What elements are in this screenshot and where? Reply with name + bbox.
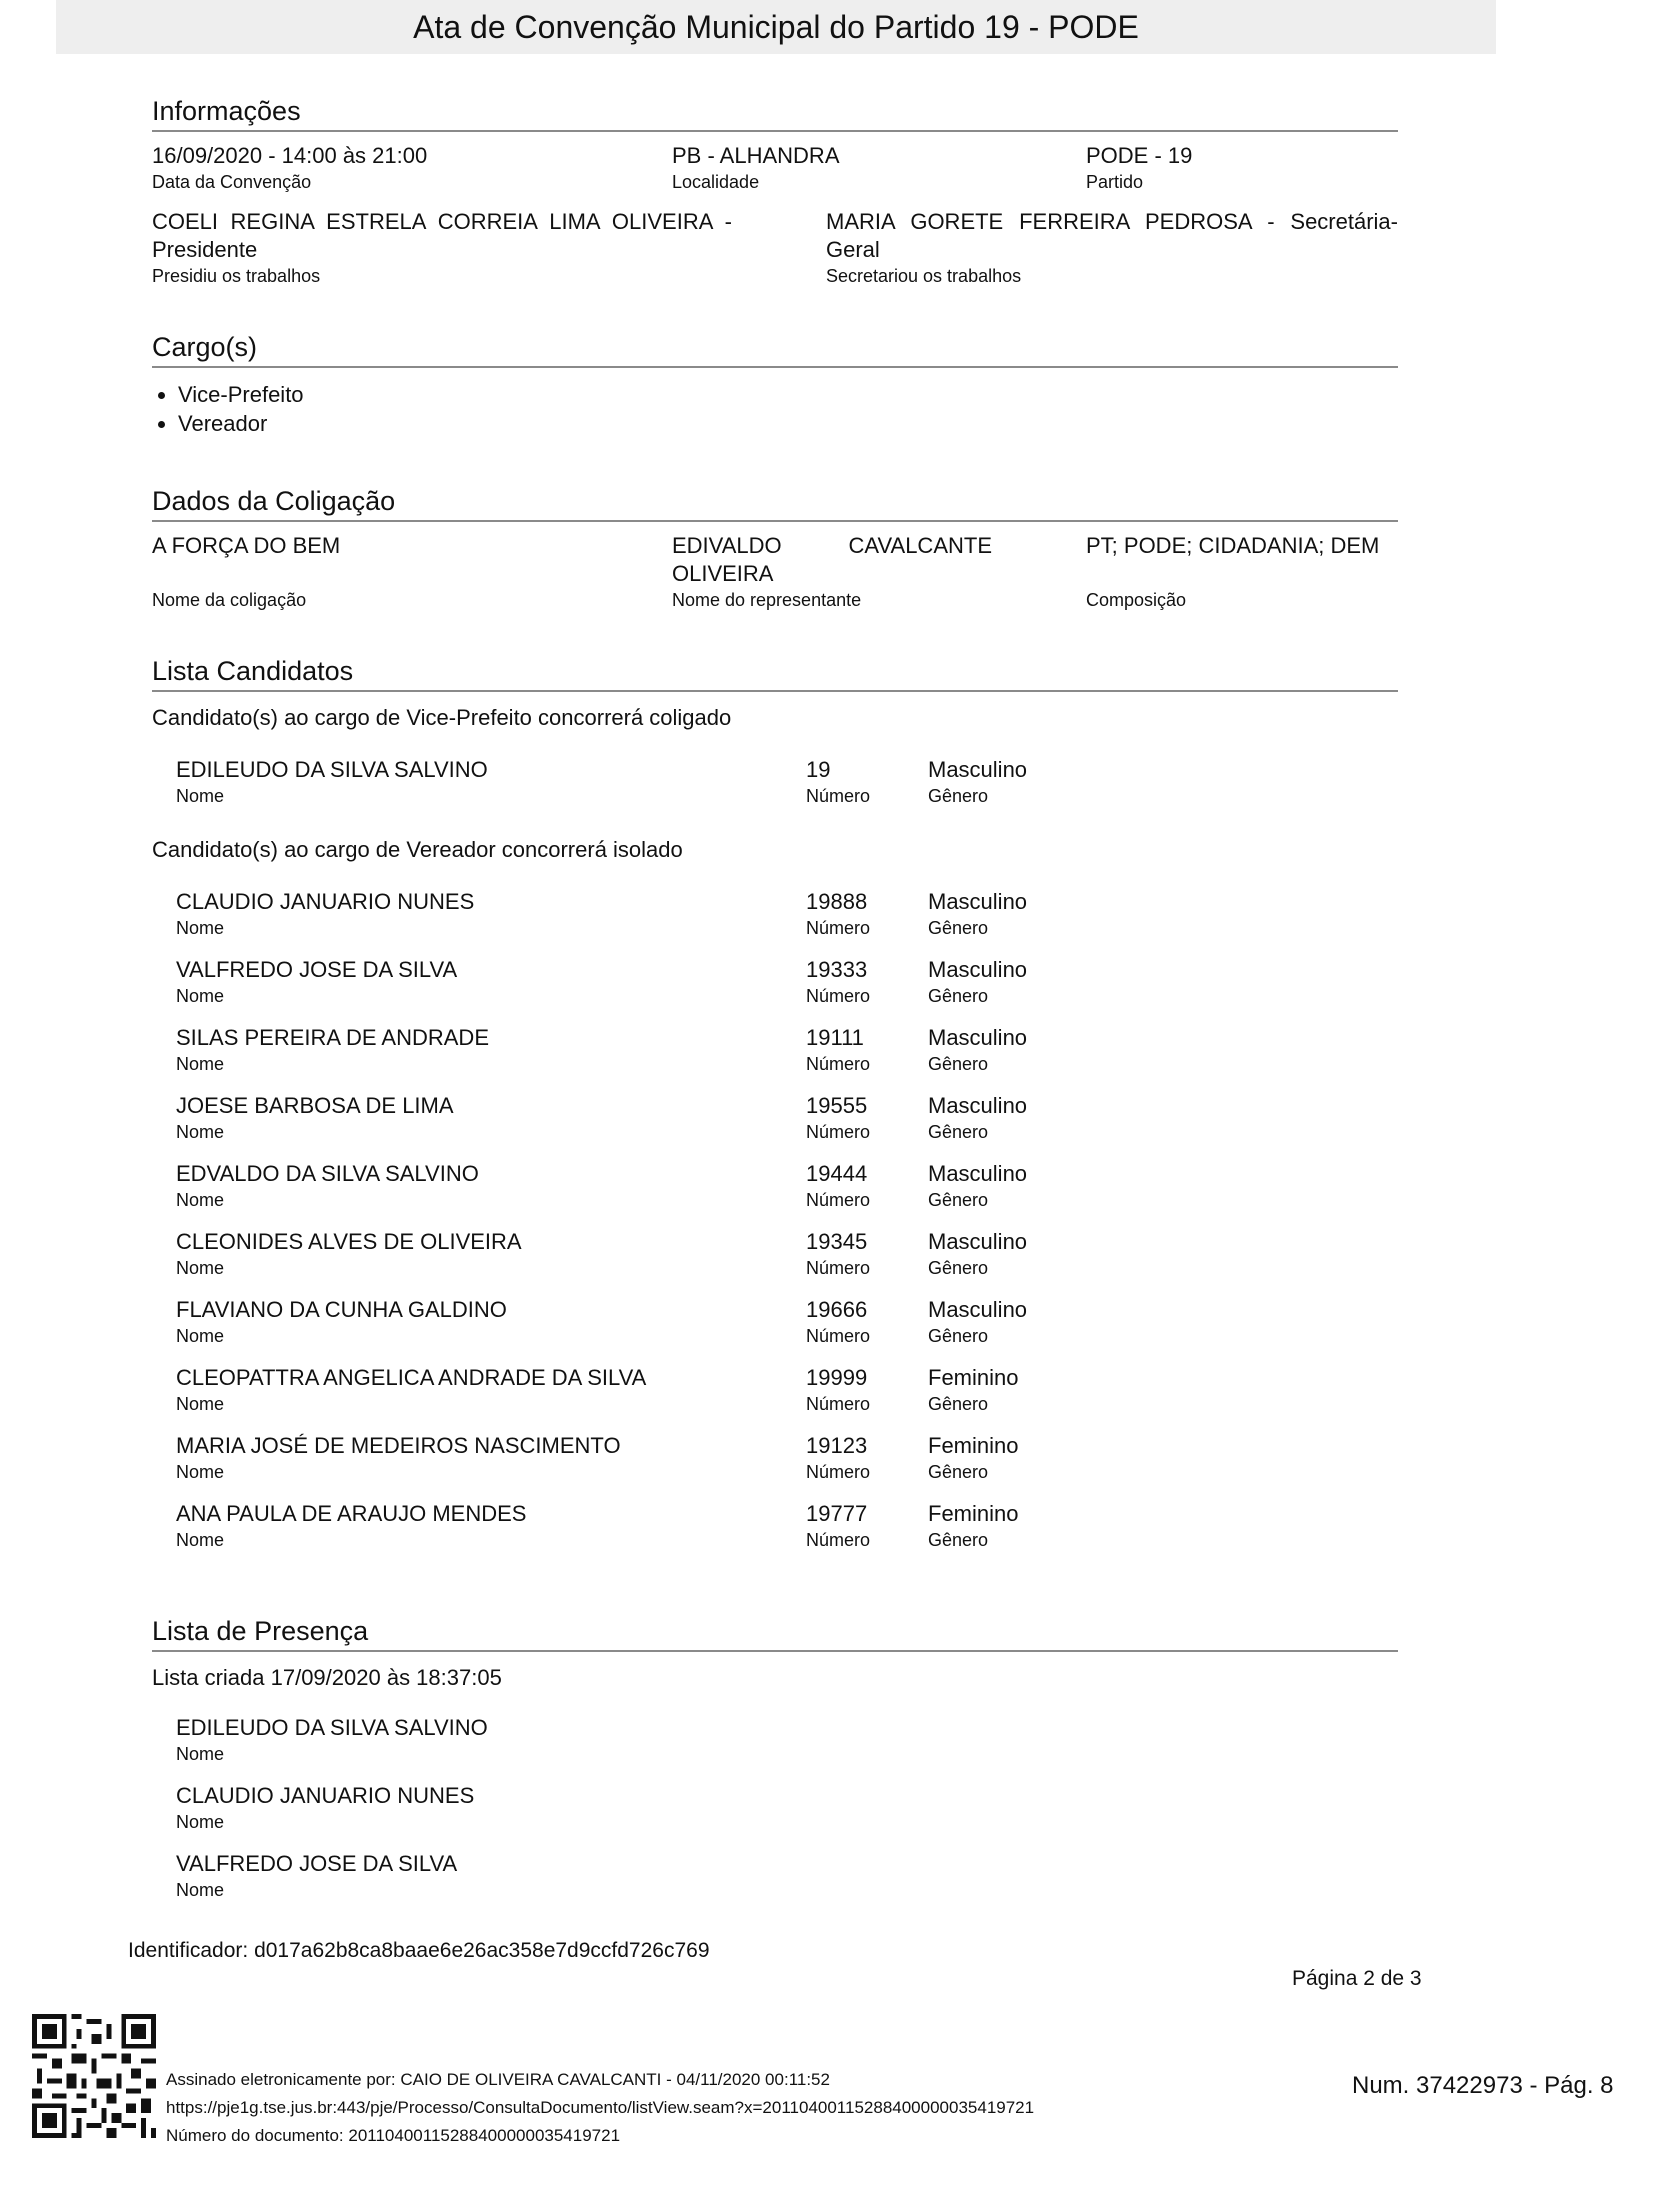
candidate-row [176, 888, 1398, 940]
candidate-name-cell [176, 1092, 806, 1144]
presenca-cell [176, 1714, 488, 1766]
num-pag: Num. 37422973 - Pág. 8 [1352, 2072, 1614, 2099]
qr-code-icon [32, 2014, 156, 2138]
candidate-name: CLAUDIO JANUARIO NUNES [176, 889, 475, 914]
candidate-gender-label: Gênero [928, 1326, 989, 1346]
presenca-name-label: Nome [176, 1744, 225, 1764]
candidate-number-label: Número [806, 1190, 871, 1210]
candidate-number-cell [806, 888, 928, 940]
candidate-gender-label: Gênero [928, 986, 989, 1006]
section-heading-candidatos: Lista Candidatos [152, 656, 1398, 692]
candidate-number: 19123 [806, 1433, 868, 1458]
data-convencao-value: 16/09/2020 - 14:00 às 21:00 [152, 143, 428, 168]
candidate-number-label: Número [806, 786, 871, 806]
candidate-gender: Masculino [928, 1161, 1028, 1186]
candidate-name-label: Nome [176, 1190, 225, 1210]
candidate-number-label: Número [806, 1394, 871, 1414]
candidate-row [176, 1364, 1398, 1416]
section-heading-informacoes: Informações [152, 96, 1398, 132]
candidate-number-label: Número [806, 1122, 871, 1142]
candidate-name: SILAS PEREIRA DE ANDRADE [176, 1025, 489, 1050]
candidate-number: 19444 [806, 1161, 868, 1186]
presenca-row [176, 1782, 1398, 1834]
candidate-number: 19666 [806, 1297, 868, 1322]
candidate-number: 19111 [806, 1025, 864, 1050]
candidate-gender-label: Gênero [928, 1122, 989, 1142]
identificador: Identificador: d017a62b8ca8baae6e26ac358e7d9ccfd726c769 [128, 1939, 710, 1962]
candidate-number-label: Número [806, 986, 871, 1006]
candidate-row [176, 1228, 1398, 1280]
candidate-gender-cell [928, 1024, 1128, 1076]
section-heading-presenca: Lista de Presença [152, 1616, 1398, 1652]
page-number: Página 2 de 3 [1292, 1967, 1422, 1990]
candidate-gender: Masculino [928, 1025, 1028, 1050]
data-convencao-label: Data da Convenção [152, 172, 312, 192]
candidate-gender: Masculino [928, 1093, 1028, 1118]
presenca-cell [176, 1782, 474, 1834]
candidate-gender-cell [928, 1500, 1128, 1552]
candidate-number-cell [806, 1432, 928, 1484]
candidate-name: CLEONIDES ALVES DE OLIVEIRA [176, 1229, 522, 1254]
candidate-row [176, 1024, 1398, 1076]
signed-by: Assinado eletronicamente por: CAIO DE OLIVEIRA CAVALCANTI - 04/11/2020 00:11:52 [166, 2070, 830, 2089]
candidate-row [176, 1432, 1398, 1484]
vice-group-title: Candidato(s) ao cargo de Vice-Prefeito concorrerá coligado [152, 705, 732, 730]
candidate-gender-label: Gênero [928, 1054, 989, 1074]
candidate-name-cell [176, 1024, 806, 1076]
candidate-name: EDILEUDO DA SILVA SALVINO [176, 757, 488, 782]
candidate-gender: Masculino [928, 1229, 1028, 1254]
localidade-label: Localidade [672, 172, 760, 192]
candidate-name-label: Nome [176, 1122, 225, 1142]
candidate-number: 19555 [806, 1093, 868, 1118]
presenca-name: EDILEUDO DA SILVA SALVINO [176, 1715, 488, 1740]
document-number: Número do documento: 20110400115288400000035419721 [166, 2126, 621, 2145]
candidate-gender-label: Gênero [928, 786, 989, 806]
candidate-number-label: Número [806, 1530, 871, 1550]
candidate-gender-cell [928, 1364, 1128, 1416]
candidate-name-label: Nome [176, 1326, 225, 1346]
candidate-name-label: Nome [176, 1394, 225, 1414]
presenca-cell [176, 1850, 457, 1902]
presenca-subtitle: Lista criada 17/09/2020 às 18:37:05 [152, 1665, 502, 1690]
cargo-item: • Vereador [178, 409, 1398, 438]
vice-candidates [152, 756, 1398, 808]
vereador-candidates [152, 888, 1398, 1552]
candidate-gender: Feminino [928, 1365, 1019, 1390]
candidate-gender-cell [928, 956, 1128, 1008]
candidate-gender-cell [928, 756, 1128, 808]
candidate-name-label: Nome [176, 1530, 225, 1550]
candidate-gender-label: Gênero [928, 1462, 989, 1482]
candidate-number-cell [806, 1500, 928, 1552]
secretariou-value: MARIA GORETE FERREIRA PEDROSA - Secretária-Geral [826, 209, 1398, 262]
candidate-name: VALFREDO JOSE DA SILVA [176, 957, 458, 982]
candidate-number-cell [806, 956, 928, 1008]
candidate-gender: Feminino [928, 1433, 1019, 1458]
candidate-name-label: Nome [176, 986, 225, 1006]
section-candidatos [152, 656, 1398, 1552]
composicao-value: PT; PODE; CIDADANIA; DEM [1086, 533, 1380, 558]
candidate-row [176, 956, 1398, 1008]
candidate-row [176, 756, 1398, 808]
candidate-number-cell [806, 1160, 928, 1212]
vereador-group-title: Candidato(s) ao cargo de Vereador concorrerá isolado [152, 837, 683, 862]
candidate-name-label: Nome [176, 918, 225, 938]
candidate-number-label: Número [806, 1258, 871, 1278]
candidate-name-cell [176, 956, 806, 1008]
candidate-number: 19999 [806, 1365, 868, 1390]
candidate-gender-label: Gênero [928, 918, 989, 938]
candidate-name-label: Nome [176, 1054, 225, 1074]
candidate-row [176, 1160, 1398, 1212]
candidate-name-label: Nome [176, 786, 225, 806]
candidate-name: JOESE BARBOSA DE LIMA [176, 1093, 454, 1118]
partido-label: Partido [1086, 172, 1144, 192]
candidate-number-label: Número [806, 1054, 871, 1074]
representante-value: EDIVALDO CAVALCANTE OLIVEIRA [672, 533, 992, 586]
partido-value: PODE - 19 [1086, 143, 1193, 168]
secretariou-label: Secretariou os trabalhos [826, 266, 1022, 286]
candidate-number: 19345 [806, 1229, 868, 1254]
candidate-name: CLEOPATTRA ANGELICA ANDRADE DA SILVA [176, 1365, 647, 1390]
candidate-number-cell [806, 1228, 928, 1280]
presidiu-label: Presidiu os trabalhos [152, 266, 321, 286]
presenca-row [176, 1714, 1398, 1766]
candidate-gender-label: Gênero [928, 1190, 989, 1210]
candidate-gender: Feminino [928, 1501, 1019, 1526]
presenca-name-label: Nome [176, 1880, 225, 1900]
candidate-row [176, 1296, 1398, 1348]
localidade-value: PB - ALHANDRA [672, 143, 840, 168]
candidate-name-cell [176, 1228, 806, 1280]
page-title: Ata de Convenção Municipal do Partido 19 - PODE [56, 0, 1496, 54]
candidate-row [176, 1500, 1398, 1552]
candidate-gender-label: Gênero [928, 1530, 989, 1550]
candidate-name-cell [176, 1432, 806, 1484]
signature-info [166, 2066, 1034, 2150]
candidate-gender-cell [928, 1160, 1128, 1212]
composicao-label: Composição [1086, 590, 1187, 610]
candidate-name-cell [176, 1500, 806, 1552]
candidate-name-cell [176, 1364, 806, 1416]
candidate-number-label: Número [806, 1326, 871, 1346]
cargo-item: • Vice-Prefeito [178, 380, 1398, 409]
candidate-gender: Masculino [928, 1297, 1028, 1322]
candidate-gender-label: Gênero [928, 1258, 989, 1278]
candidate-name: FLAVIANO DA CUNHA GALDINO [176, 1297, 507, 1322]
candidate-number-cell [806, 1024, 928, 1076]
presenca-name-label: Nome [176, 1812, 225, 1832]
coligacao-nome-value: A FORÇA DO BEM [152, 533, 341, 558]
section-coligacao [152, 486, 1398, 612]
candidate-name-label: Nome [176, 1258, 225, 1278]
candidate-number-cell [806, 1296, 928, 1348]
candidate-number-cell [806, 1364, 928, 1416]
coligacao-nome-label: Nome da coligação [152, 590, 307, 610]
candidate-name: MARIA JOSÉ DE MEDEIROS NASCIMENTO [176, 1433, 621, 1458]
presenca-list [152, 1714, 1398, 1902]
cargos-list [152, 380, 1398, 438]
candidate-number: 19777 [806, 1501, 868, 1526]
presidiu-value: COELI REGINA ESTRELA CORREIA LIMA OLIVEIRA - Presidente [152, 209, 732, 262]
representante-label: Nome do representante [672, 590, 862, 610]
presenca-name: VALFREDO JOSE DA SILVA [176, 1851, 458, 1876]
document-body [152, 96, 1398, 1918]
candidate-gender-cell [928, 1296, 1128, 1348]
candidate-number: 19888 [806, 889, 868, 914]
section-heading-coligacao: Dados da Coligação [152, 486, 1398, 522]
candidate-number-cell [806, 756, 928, 808]
candidate-gender-cell [928, 1092, 1128, 1144]
section-presenca [152, 1616, 1398, 1902]
section-cargos [152, 332, 1398, 438]
candidate-gender: Masculino [928, 957, 1028, 982]
candidate-gender-label: Gênero [928, 1394, 989, 1414]
candidate-number-label: Número [806, 1462, 871, 1482]
candidate-name-cell [176, 756, 806, 808]
candidate-number-cell [806, 1092, 928, 1144]
section-heading-cargos: Cargo(s) [152, 332, 1398, 368]
candidate-gender-cell [928, 1432, 1128, 1484]
candidate-gender: Masculino [928, 757, 1028, 782]
section-informacoes [152, 96, 1398, 288]
candidate-gender-cell [928, 1228, 1128, 1280]
candidate-name: EDVALDO DA SILVA SALVINO [176, 1161, 479, 1186]
candidate-name: ANA PAULA DE ARAUJO MENDES [176, 1501, 527, 1526]
candidate-number-label: Número [806, 918, 871, 938]
presenca-name: CLAUDIO JANUARIO NUNES [176, 1783, 475, 1808]
presenca-row [176, 1850, 1398, 1902]
candidate-gender-cell [928, 888, 1128, 940]
candidate-name-cell [176, 888, 806, 940]
candidate-gender: Masculino [928, 889, 1028, 914]
candidate-name-cell [176, 1160, 806, 1212]
candidate-row [176, 1092, 1398, 1144]
candidate-name-cell [176, 1296, 806, 1348]
candidate-number: 19 [806, 757, 831, 782]
document-url: https://pje1g.tse.jus.br:443/pje/Processo/ConsultaDocumento/listView.seam?x=20110400115288400000035419721 [166, 2098, 1035, 2117]
candidate-number: 19333 [806, 957, 868, 982]
candidate-name-label: Nome [176, 1462, 225, 1482]
